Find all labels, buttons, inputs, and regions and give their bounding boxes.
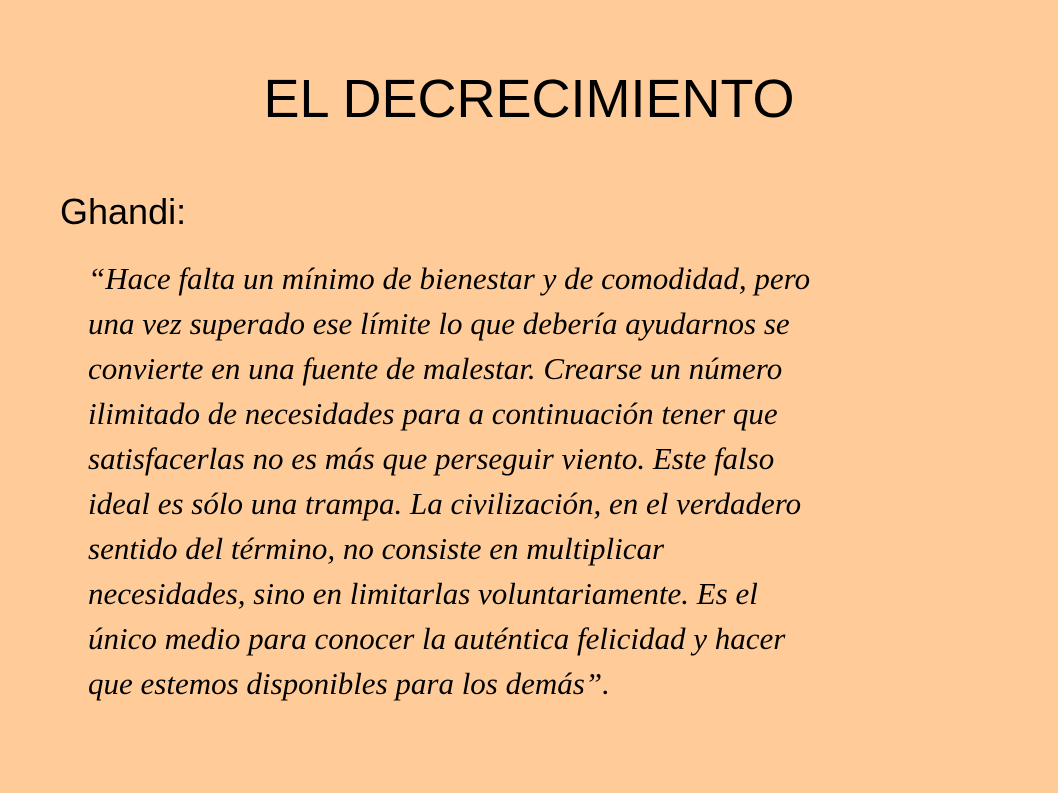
quote-line: satisfacerlas no es más que perseguir viento. Este falso [88, 441, 775, 476]
speaker-label: Ghandi: [60, 191, 187, 232]
quote-line: convierte en una fuente de malestar. Crearse un número [88, 351, 783, 386]
quote-line: necesidades, sino en limitarlas voluntariamente. Es el [88, 576, 758, 611]
quote-line: ilimitado de necesidades para a continuación tener que [88, 396, 778, 431]
quote-line: sentido del término, no consiste en multiplicar [88, 531, 665, 566]
slide-title: EL DECRECIMIENTO [263, 69, 795, 129]
quote-text [88, 256, 1028, 706]
quote-line: único medio para conocer la auténtica felicidad y hacer [88, 621, 786, 656]
quote-line: que estemos disponibles para los demás”. [88, 666, 610, 701]
quote-line: ideal es sólo una trampa. La civilización, en el verdadero [88, 486, 802, 521]
quote-line: una vez superado ese límite lo que debería ayudarnos se [88, 306, 790, 341]
quote-line: “Hace falta un mínimo de bienestar y de comodidad, pero [88, 261, 811, 296]
